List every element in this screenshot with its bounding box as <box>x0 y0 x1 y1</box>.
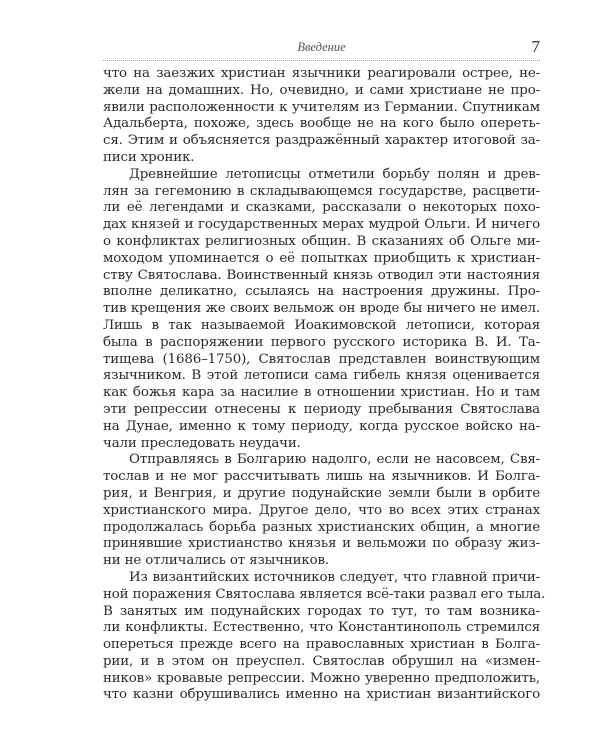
text-line: тив крещения же своих вельмож он вроде бы ничего не имел. <box>103 301 540 317</box>
text-line: жели на домашних. Но, очевидно, и сами христиане не про- <box>103 82 540 98</box>
text-line: опереться прежде всего на православных христиан в Болга- <box>103 637 540 653</box>
text-line: христианского мира. Другое дело, что во всех этих странах <box>103 502 540 518</box>
text-line: чали преследовать неудачи. <box>103 435 301 451</box>
text-line: была в распоряжении первого русского историка В. И. Та- <box>103 334 540 350</box>
text-line: тищева (1686–1750), Святослав представлен воинствующим <box>103 351 540 367</box>
text-line: В занятых им подунайских городах то тут, то там возника- <box>103 603 540 619</box>
text-line: о конфликтах религиозных общин. В сказаниях об Ольге ми- <box>103 233 540 249</box>
text-line: тослав и не мог рассчитывать лишь на язычников. И Болга- <box>103 469 540 485</box>
text-line: язычником. В этой летописи сама гибель князя оценивается <box>103 368 540 384</box>
page-number: 7 <box>531 37 540 56</box>
text-line: Отправляясь в Болгарию надолго, если не насовсем, Свя- <box>129 452 540 468</box>
text-line: Древнейшие летописцы отметили борьбу полян и древ- <box>129 166 540 182</box>
text-line: эти репрессии отнесены к периоду пребывания Святослава <box>103 401 540 417</box>
text-line: Лишь в так называемой Иоакимовской летописи, которая <box>103 317 540 333</box>
text-line: как божья кара за насилие в отношении христиан. Но и там <box>103 385 540 401</box>
running-header <box>103 38 540 61</box>
text-line: рия, и Венгрия, и другие подунайские земли были в орбите <box>103 485 540 501</box>
paragraph <box>103 66 540 167</box>
text-line: ников» кровавые репрессии. Можно уверенно предположить, <box>103 670 540 686</box>
paragraph <box>103 167 540 453</box>
text-line: Из византийских источников следует, что главной причи- <box>129 569 540 585</box>
text-line: рии, и в этом он преуспел. Святослав обрушил на «измен- <box>103 653 540 669</box>
body-text <box>103 66 546 704</box>
text-line: на Дунае, именно к тому периоду, когда русское войско на- <box>103 418 540 434</box>
text-line: что на заезжих христиан язычники реагировали острее, не- <box>103 66 540 81</box>
text-line: ной поражения Святослава является всё-таки развал его тыла. <box>103 586 546 602</box>
text-line: что казни обрушивались именно на христиан византийского <box>103 687 540 703</box>
text-line: вполне деликатно, ссылаясь на настроения дружины. Про- <box>103 284 540 300</box>
text-line: ству Святослава. Воинственный князь отводил эти настояния <box>103 267 540 283</box>
text-line: ли её легендами и сказками, рассказали о некоторых похо- <box>103 200 540 216</box>
text-line: ся. Этим и объясняется раздражённый характер итоговой за- <box>103 133 540 149</box>
text-line: лян за гегемонию в складывающемся государстве, расцвети- <box>103 183 540 199</box>
paragraph <box>103 452 540 570</box>
running-title: Введение <box>297 40 346 54</box>
text-line: писи хроник. <box>103 149 195 165</box>
paragraph <box>103 569 546 704</box>
text-line: Адальберта, похоже, здесь вообще не на кого было опереть- <box>103 116 540 132</box>
text-line: явили расположенности к учителям из Германии. Спутникам <box>103 99 540 115</box>
text-line: принявшие христианство князья и вельможи по образу жиз- <box>103 536 540 552</box>
text-line: ни не отличались от язычников. <box>103 553 329 569</box>
text-line: дах князей и государственных мерах мудрой Ольги. И ничего <box>103 217 540 233</box>
text-line: продолжалась борьба разных христианских общин, а многие <box>103 519 540 535</box>
text-line: моходом упоминается о её попытках приобщить к христиан- <box>103 250 540 266</box>
text-line: ли конфликты. Естественно, что Константинополь стремился <box>103 620 540 636</box>
